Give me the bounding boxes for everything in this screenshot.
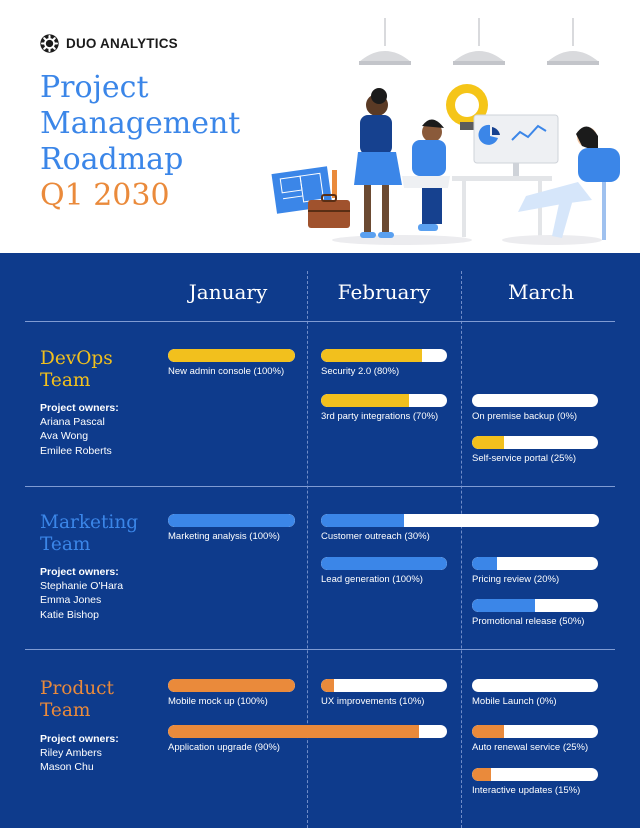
progress-fill (321, 679, 334, 692)
task-label: Mobile Launch (0%) (472, 696, 557, 707)
task-label: UX improvements (10%) (321, 696, 425, 707)
progress-bar (321, 349, 447, 362)
team-name-line: Marketing (40, 512, 139, 533)
task-label: Pricing review (20%) (472, 574, 560, 585)
progress-fill (472, 725, 504, 738)
progress-bar (168, 679, 295, 692)
progress-bar (168, 725, 447, 738)
task-label: 3rd party integrations (70%) (321, 411, 439, 422)
progress-bar (472, 679, 598, 692)
progress-bar (321, 514, 599, 527)
title-year: Q1 2030 (40, 178, 170, 213)
progress-bar (321, 679, 447, 692)
progress-fill (472, 436, 504, 449)
owner-name: Mason Chu (40, 761, 94, 773)
task-label: Auto renewal service (25%) (472, 742, 589, 753)
task-label: Customer outreach (30%) (321, 531, 430, 542)
task-label: Lead generation (100%) (321, 574, 423, 585)
header (0, 0, 640, 253)
progress-bar (472, 725, 598, 738)
progress-bar (472, 768, 598, 781)
progress-bar (168, 349, 295, 362)
month-header-january: January (188, 280, 268, 304)
page-title (40, 70, 240, 214)
owners-title: Project owners: (40, 733, 119, 745)
team-name-marketing (40, 512, 138, 556)
progress-fill (168, 514, 295, 527)
owner-name: Riley Ambers (40, 747, 102, 759)
team-name-line: Team (40, 534, 91, 555)
progress-fill (168, 349, 295, 362)
team-name-line: Product (40, 678, 114, 699)
progress-fill (472, 599, 535, 612)
owner-name: Emma Jones (40, 594, 102, 606)
task-label: New admin console (100%) (168, 366, 285, 377)
title-line: Project (40, 70, 149, 105)
progress-fill (321, 514, 404, 527)
column-divider (461, 271, 462, 828)
task-label: Interactive updates (15%) (472, 785, 581, 796)
progress-fill (321, 394, 409, 407)
progress-bar (321, 557, 447, 570)
team-meeting-illustration (262, 0, 640, 253)
row-divider (25, 649, 615, 650)
task-label: On premise backup (0%) (472, 411, 578, 422)
brand-name: DUO ANALYTICS (66, 36, 178, 51)
task-label: Self-service portal (25%) (472, 453, 577, 464)
task-label: Application upgrade (90%) (168, 742, 280, 753)
owner-name: Stephanie O'Hara (40, 580, 124, 592)
progress-fill (472, 768, 491, 781)
task-label: Promotional release (50%) (472, 616, 585, 627)
team-name-product (40, 678, 114, 722)
team-name-line: Team (40, 370, 91, 391)
owner-name: Ariana Pascal (40, 416, 105, 428)
gear-logo-icon (39, 33, 60, 54)
owner-name: Emilee Roberts (40, 445, 112, 457)
row-divider (25, 486, 615, 487)
progress-fill (321, 349, 422, 362)
progress-fill (168, 679, 295, 692)
month-header-march: March (507, 280, 575, 304)
progress-bar (168, 514, 295, 527)
team-name-devops (40, 348, 113, 392)
owners-title: Project owners: (40, 566, 119, 578)
title-line: Management (40, 106, 241, 141)
progress-fill (321, 557, 447, 570)
title-line: Roadmap (40, 142, 184, 177)
team-name-line: Team (40, 700, 91, 721)
roadmap-body (0, 253, 640, 828)
progress-bar (472, 599, 598, 612)
task-label: Security 2.0 (80%) (321, 366, 400, 377)
owner-name: Ava Wong (40, 430, 89, 442)
team-name-line: DevOps (40, 348, 113, 369)
progress-fill (472, 557, 497, 570)
progress-bar (472, 557, 598, 570)
progress-bar (321, 394, 447, 407)
task-label: Marketing analysis (100%) (168, 531, 280, 542)
brand (39, 33, 178, 54)
task-label: Mobile mock up (100%) (168, 696, 268, 707)
progress-bar (472, 394, 598, 407)
owners-title: Project owners: (40, 402, 119, 414)
column-divider (307, 271, 308, 828)
progress-bar (472, 436, 598, 449)
row-divider (25, 321, 615, 322)
month-header-february: February (337, 280, 431, 304)
progress-fill (168, 725, 419, 738)
owner-name: Katie Bishop (40, 609, 99, 621)
